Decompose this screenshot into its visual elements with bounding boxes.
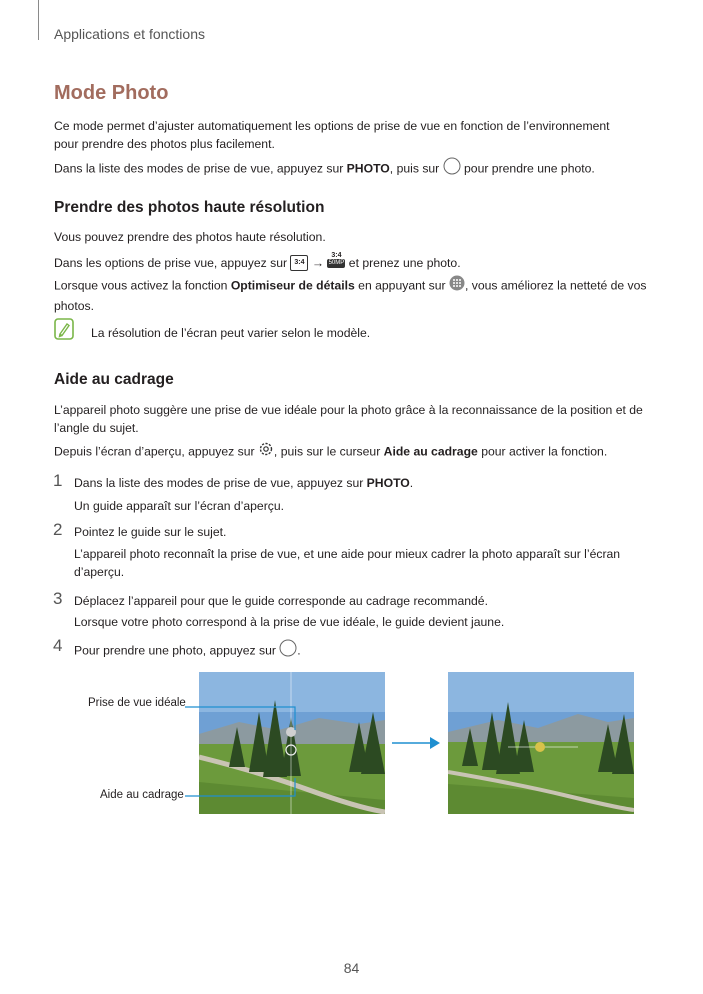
hires-steps: Dans les options de prise vue, appuyez sur 3:4 → 3:4 50MP et prenez une photo. — [54, 251, 461, 270]
note-text: La résolution de l’écran peut varier selon le modèle. — [91, 326, 371, 340]
hires-optimizer: Lorsque vous activez la fonction Optimiseur de détails en appuyant sur , vous améliorez la netteté de vos photos. — [54, 276, 654, 315]
step-1: Dans la liste des modes de prise de vue, appuyez sur PHOTO. — [74, 476, 414, 490]
step-1-detail: Un guide apparaît sur l’écran d’aperçu. — [74, 499, 285, 513]
page-number: 84 — [343, 960, 360, 976]
side-rule — [38, 0, 39, 40]
shutter-icon — [443, 157, 461, 180]
page-title: Mode Photo — [54, 82, 169, 104]
step-4: Pour prendre une photo, appuyez sur . — [74, 640, 654, 663]
framing-intro: L’appareil photo suggère une prise de vue idéale pour la photo grâce à la reconnaissance de la position et de l’angle du sujet. — [54, 403, 643, 435]
intro-paragraph: Ce mode permet d’ajuster automatiquement les options de prise de vue en fonction de l’environnement pour prendre des photos plus facilement. — [54, 119, 610, 151]
step-number: 4 — [53, 636, 63, 655]
step-number: 3 — [53, 589, 63, 608]
section-heading-hires: Prendre des photos haute résolution — [54, 199, 325, 216]
shutter-icon — [279, 639, 297, 662]
hires-intro: Vous pouvez prendre des photos haute résolution. — [54, 230, 326, 244]
50mp-icon: 3:4 50MP — [328, 251, 345, 266]
page-header: Applications et fonctions — [54, 26, 205, 42]
step-2-detail: L’appareil photo reconnaît la prise de vue, et une aide pour mieux cadrer la photo apparaît sur l’écran d’aperçu. — [74, 547, 621, 579]
step-3: Déplacez l’appareil pour que le guide corresponde au cadrage recommandé. — [74, 594, 488, 608]
step-2: Pointez le guide sur le sujet. — [74, 525, 227, 539]
callout-ideal-shot: Prise de vue idéale — [88, 697, 186, 709]
step-number: 1 — [53, 471, 63, 490]
callout-lines — [180, 700, 300, 800]
gear-icon — [258, 441, 274, 462]
callout-framing-guide: Aide au cadrage — [100, 789, 184, 801]
step-3-detail: Lorsque votre photo correspond à la prise de vue idéale, le guide devient jaune. — [74, 615, 505, 629]
note-icon — [54, 318, 74, 340]
arrow-right-icon — [392, 736, 442, 750]
ratio-icon: 3:4 — [290, 255, 308, 271]
section-heading-framing: Aide au cadrage — [54, 371, 174, 388]
preview-photo-after — [448, 672, 634, 814]
framing-activate: Depuis l’écran d’aperçu, appuyez sur , puis sur le curseur Aide au cadrage pour activer la fonction. — [54, 442, 654, 463]
intro-howto: Dans la liste des modes de prise de vue, appuyez sur PHOTO, puis sur pour prendre une photo. — [54, 158, 654, 181]
scene-optimizer-icon — [449, 275, 465, 296]
step-number: 2 — [53, 520, 63, 539]
